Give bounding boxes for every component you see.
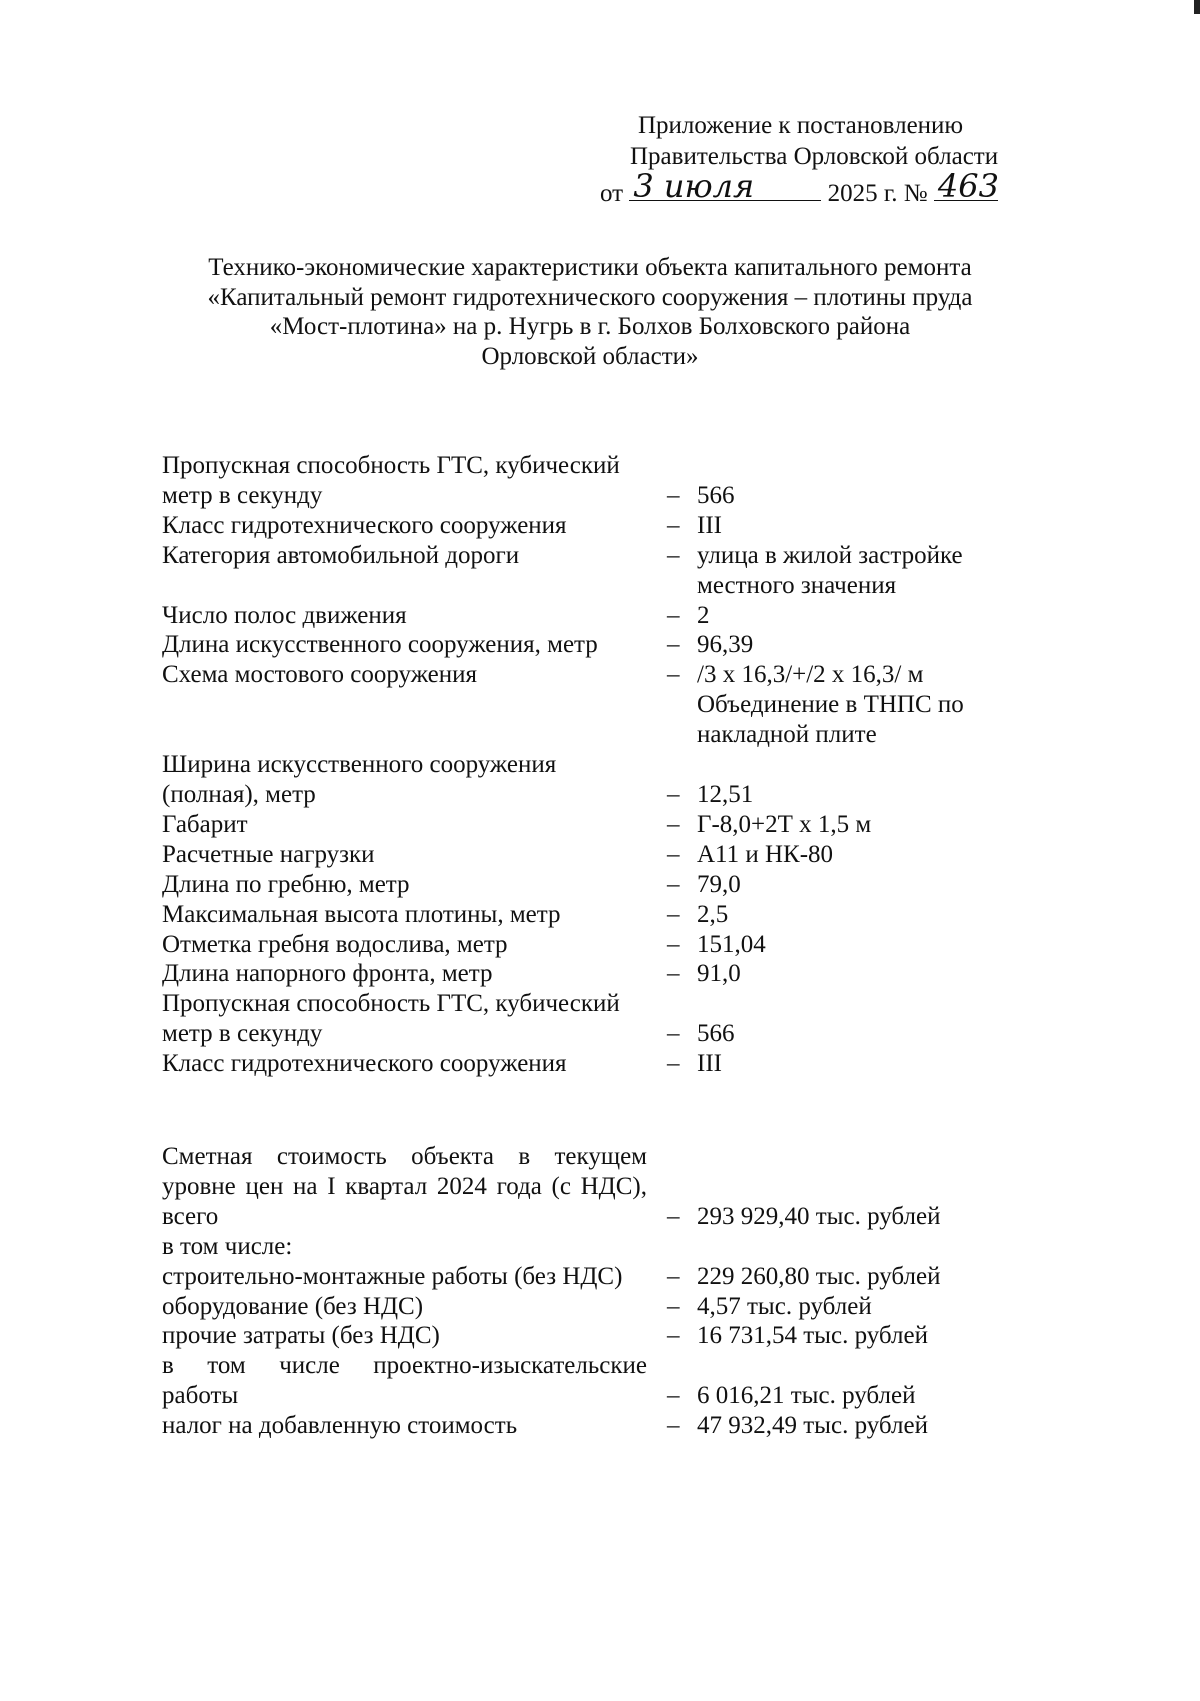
spec-label-line: Класс гидротехнического сооружения [162, 511, 567, 539]
spec-value [667, 1049, 722, 1079]
spec-value-text [697, 541, 963, 601]
spec-row [162, 1049, 1002, 1079]
spec-value-line: 91,0 [697, 960, 741, 988]
spec-value-text [697, 630, 753, 660]
spec-row [162, 810, 1002, 840]
spec-row [162, 840, 1002, 870]
dash-separator: – [667, 1262, 680, 1290]
dash-separator: – [667, 511, 680, 539]
cost-label-line: в том числе проектно-изыскательские [162, 1352, 647, 1380]
spec-row [162, 630, 1002, 660]
cost-label [162, 1351, 647, 1411]
spec-value [667, 541, 963, 601]
cost-row [162, 1321, 1002, 1351]
spec-row [162, 870, 1002, 900]
dash-separator: – [667, 900, 680, 928]
dash-separator: – [667, 541, 680, 569]
costs-list [162, 1142, 1002, 1441]
dash-separator: – [667, 930, 680, 958]
spec-label-line: Пропускная способность ГТС, кубический [162, 452, 620, 479]
appendix-line-1: Приложение к постановлению [638, 112, 964, 139]
spec-row [162, 930, 1002, 960]
cost-row [162, 1232, 1002, 1262]
cost-label-line: Сметная стоимость объекта в текущем [162, 1143, 647, 1170]
dash-separator: – [667, 1292, 680, 1320]
dash-separator: – [667, 481, 680, 509]
cost-label [162, 1321, 647, 1351]
appendix-header [600, 110, 1030, 209]
cost-label-line: налог на добавленную стоимость [162, 1412, 518, 1440]
spec-value-line: 151,04 [697, 930, 766, 958]
dash-separator: – [667, 1382, 680, 1410]
spec-value [667, 451, 735, 511]
spec-value-line: улица в жилой застройке [697, 541, 963, 569]
spec-value-line: 2 [697, 601, 710, 629]
spec-row [162, 541, 1002, 601]
cost-value [667, 1351, 915, 1411]
cost-label-line: в том числе: [162, 1232, 293, 1260]
dash-separator: – [667, 870, 680, 898]
cost-value [667, 1411, 928, 1441]
spec-value [667, 660, 964, 750]
cost-value-text: 293 929,40 тыс. рублей [697, 1202, 941, 1230]
spec-row [162, 601, 1002, 631]
spec-label [162, 451, 667, 511]
spec-row [162, 959, 1002, 989]
title-line: Орловской области» [481, 342, 699, 370]
cost-label-line: строительно-монтажные работы (без НДС) [162, 1262, 623, 1290]
cost-label-line: прочие затраты (без НДС) [162, 1322, 440, 1350]
title-line: «Мост-плотина» на р. Нугрь в г. Болхов Болховского района [269, 313, 911, 340]
spec-value [667, 870, 741, 900]
cost-label [162, 1232, 647, 1262]
spec-row [162, 989, 1002, 1049]
spec-label [162, 959, 667, 989]
spec-row [162, 451, 1002, 511]
dash-separator: – [667, 780, 680, 808]
spec-value-line: Г-8,0+2Т х 1,5 м [697, 810, 872, 838]
spec-value-line: 79,0 [697, 870, 741, 898]
spec-value-text [697, 1049, 722, 1079]
cost-label [162, 1262, 647, 1292]
dash-separator: – [667, 1322, 680, 1350]
spec-value-line: 96,39 [697, 631, 754, 659]
spec-label-line: Длина искусственного сооружения, метр [162, 631, 598, 659]
spec-value-line: 566 [697, 1020, 735, 1048]
spec-label-line: (полная), метр [162, 780, 316, 808]
scan-edge-mark [1194, 0, 1200, 14]
cost-value [667, 1292, 872, 1322]
spec-value-text [697, 840, 833, 870]
spec-value [667, 840, 833, 870]
spec-value-line: III [697, 1050, 722, 1078]
spec-row [162, 900, 1002, 930]
title-line: Технико-экономические характеристики объекта капитального ремонта [208, 254, 972, 281]
cost-value-text: 6 016,21 тыс. рублей [697, 1382, 916, 1410]
spec-label [162, 930, 667, 960]
spec-label [162, 660, 667, 750]
spec-value-text [697, 511, 722, 541]
spec-label-line: Класс гидротехнического сооружения [162, 1050, 567, 1078]
cost-value [667, 1262, 940, 1292]
spec-value-text [697, 780, 753, 810]
spec-row [162, 660, 1002, 750]
spec-value-text [697, 810, 871, 840]
handwritten-date: 3 июля [633, 167, 755, 205]
dash-separator: – [667, 601, 680, 629]
cost-row [162, 1292, 1002, 1322]
handwritten-number: 463 [937, 167, 999, 205]
spec-label [162, 870, 667, 900]
cost-label [162, 1292, 647, 1322]
spec-value [667, 989, 735, 1049]
date-year-label: 2025 г. № [827, 180, 928, 207]
dash-separator: – [667, 1202, 680, 1230]
spec-label-line: Категория автомобильной дороги [162, 541, 520, 569]
cost-value-text: 4,57 тыс. рублей [697, 1292, 872, 1320]
spec-value [667, 959, 741, 989]
cost-label [162, 1411, 647, 1441]
spec-value-text [697, 1019, 735, 1049]
cost-value-text: 16 731,54 тыс. рублей [697, 1322, 928, 1350]
spec-label-line: Пропускная способность ГТС, кубический [162, 990, 620, 1018]
spec-value-text [697, 959, 741, 989]
spec-value-line: А11 и НК-80 [697, 840, 834, 868]
dash-separator: – [667, 1412, 680, 1440]
spec-row [162, 511, 1002, 541]
appendix-date-line [600, 167, 1030, 209]
cost-label-line: работы [162, 1382, 239, 1410]
spec-label [162, 810, 667, 840]
spec-value-text [697, 900, 728, 930]
spec-value [667, 900, 728, 930]
spec-value-text [697, 481, 735, 511]
spec-label-line: Расчетные нагрузки [162, 840, 375, 868]
spec-label-line: Число полос движения [162, 601, 407, 629]
cost-row [162, 1351, 1002, 1411]
spec-label-line: метр в секунду [162, 481, 323, 509]
spec-value-line: местного значения [697, 571, 897, 599]
dash-separator: – [667, 661, 680, 689]
spec-label [162, 511, 667, 541]
spec-label [162, 601, 667, 631]
spec-value-line: Объединение в ТНПС по [697, 691, 964, 719]
dash-separator: – [667, 1020, 680, 1048]
cost-row [162, 1142, 1002, 1232]
spec-value [667, 750, 753, 810]
dash-separator: – [667, 1050, 680, 1078]
spec-value-text [697, 930, 766, 960]
number-blank [934, 167, 999, 205]
dash-separator: – [667, 810, 680, 838]
cost-label-line: уровне цен на I квартал 2024 года (с НДС), [162, 1172, 647, 1200]
spec-row [162, 750, 1002, 810]
spec-label [162, 840, 667, 870]
document-title [190, 253, 990, 371]
spec-label [162, 900, 667, 930]
spec-label [162, 630, 667, 660]
spec-value [667, 810, 871, 840]
cost-value [667, 1142, 940, 1232]
specs-list [162, 451, 1002, 1079]
spec-value [667, 930, 766, 960]
spec-label-line: метр в секунду [162, 1020, 323, 1048]
spec-value-line: /3 х 16,3/+/2 х 16,3/ м [697, 661, 924, 689]
cost-row [162, 1411, 1002, 1441]
spec-label [162, 750, 667, 810]
date-prefix: от [600, 180, 624, 207]
dash-separator: – [667, 840, 680, 868]
spec-value-line: 2,5 [697, 900, 729, 928]
spec-value-line: 12,51 [697, 780, 754, 808]
spec-value-text [697, 660, 964, 750]
spec-label-line: Схема мостового сооружения [162, 661, 478, 689]
spec-label-line: Габарит [162, 810, 248, 838]
dash-separator: – [667, 960, 680, 988]
spec-value-text [697, 601, 710, 631]
spec-label-line: Длина напорного фронта, метр [162, 960, 493, 988]
cost-row [162, 1262, 1002, 1292]
spec-label [162, 1049, 667, 1079]
cost-value-text: 47 932,49 тыс. рублей [697, 1412, 928, 1440]
cost-value [667, 1321, 928, 1351]
cost-label [162, 1142, 647, 1232]
spec-value-line: накладной плите [697, 721, 877, 749]
spec-label-line: Ширина искусственного сооружения [162, 751, 557, 779]
spec-value-line: III [697, 511, 722, 539]
cost-label-line: оборудование (без НДС) [162, 1292, 424, 1320]
spec-label [162, 989, 667, 1049]
cost-value-text: 229 260,80 тыс. рублей [697, 1262, 941, 1290]
spec-value-line: 566 [697, 481, 735, 509]
spec-value [667, 601, 710, 631]
spec-label [162, 541, 667, 601]
spec-value [667, 511, 722, 541]
spec-label-line: Длина по гребню, метр [162, 870, 410, 898]
spec-value-text [697, 870, 741, 900]
cost-label-line: всего [162, 1202, 219, 1230]
date-blank [629, 167, 821, 205]
appendix-line-2: Правительства Орловской области [630, 143, 999, 170]
title-line: «Капитальный ремонт гидротехнического сооружения – плотины пруда [207, 283, 973, 311]
spec-label-line: Максимальная высота плотины, метр [162, 900, 561, 928]
spec-label-line: Отметка гребня водослива, метр [162, 930, 508, 958]
dash-separator: – [667, 631, 680, 659]
spec-value [667, 630, 753, 660]
